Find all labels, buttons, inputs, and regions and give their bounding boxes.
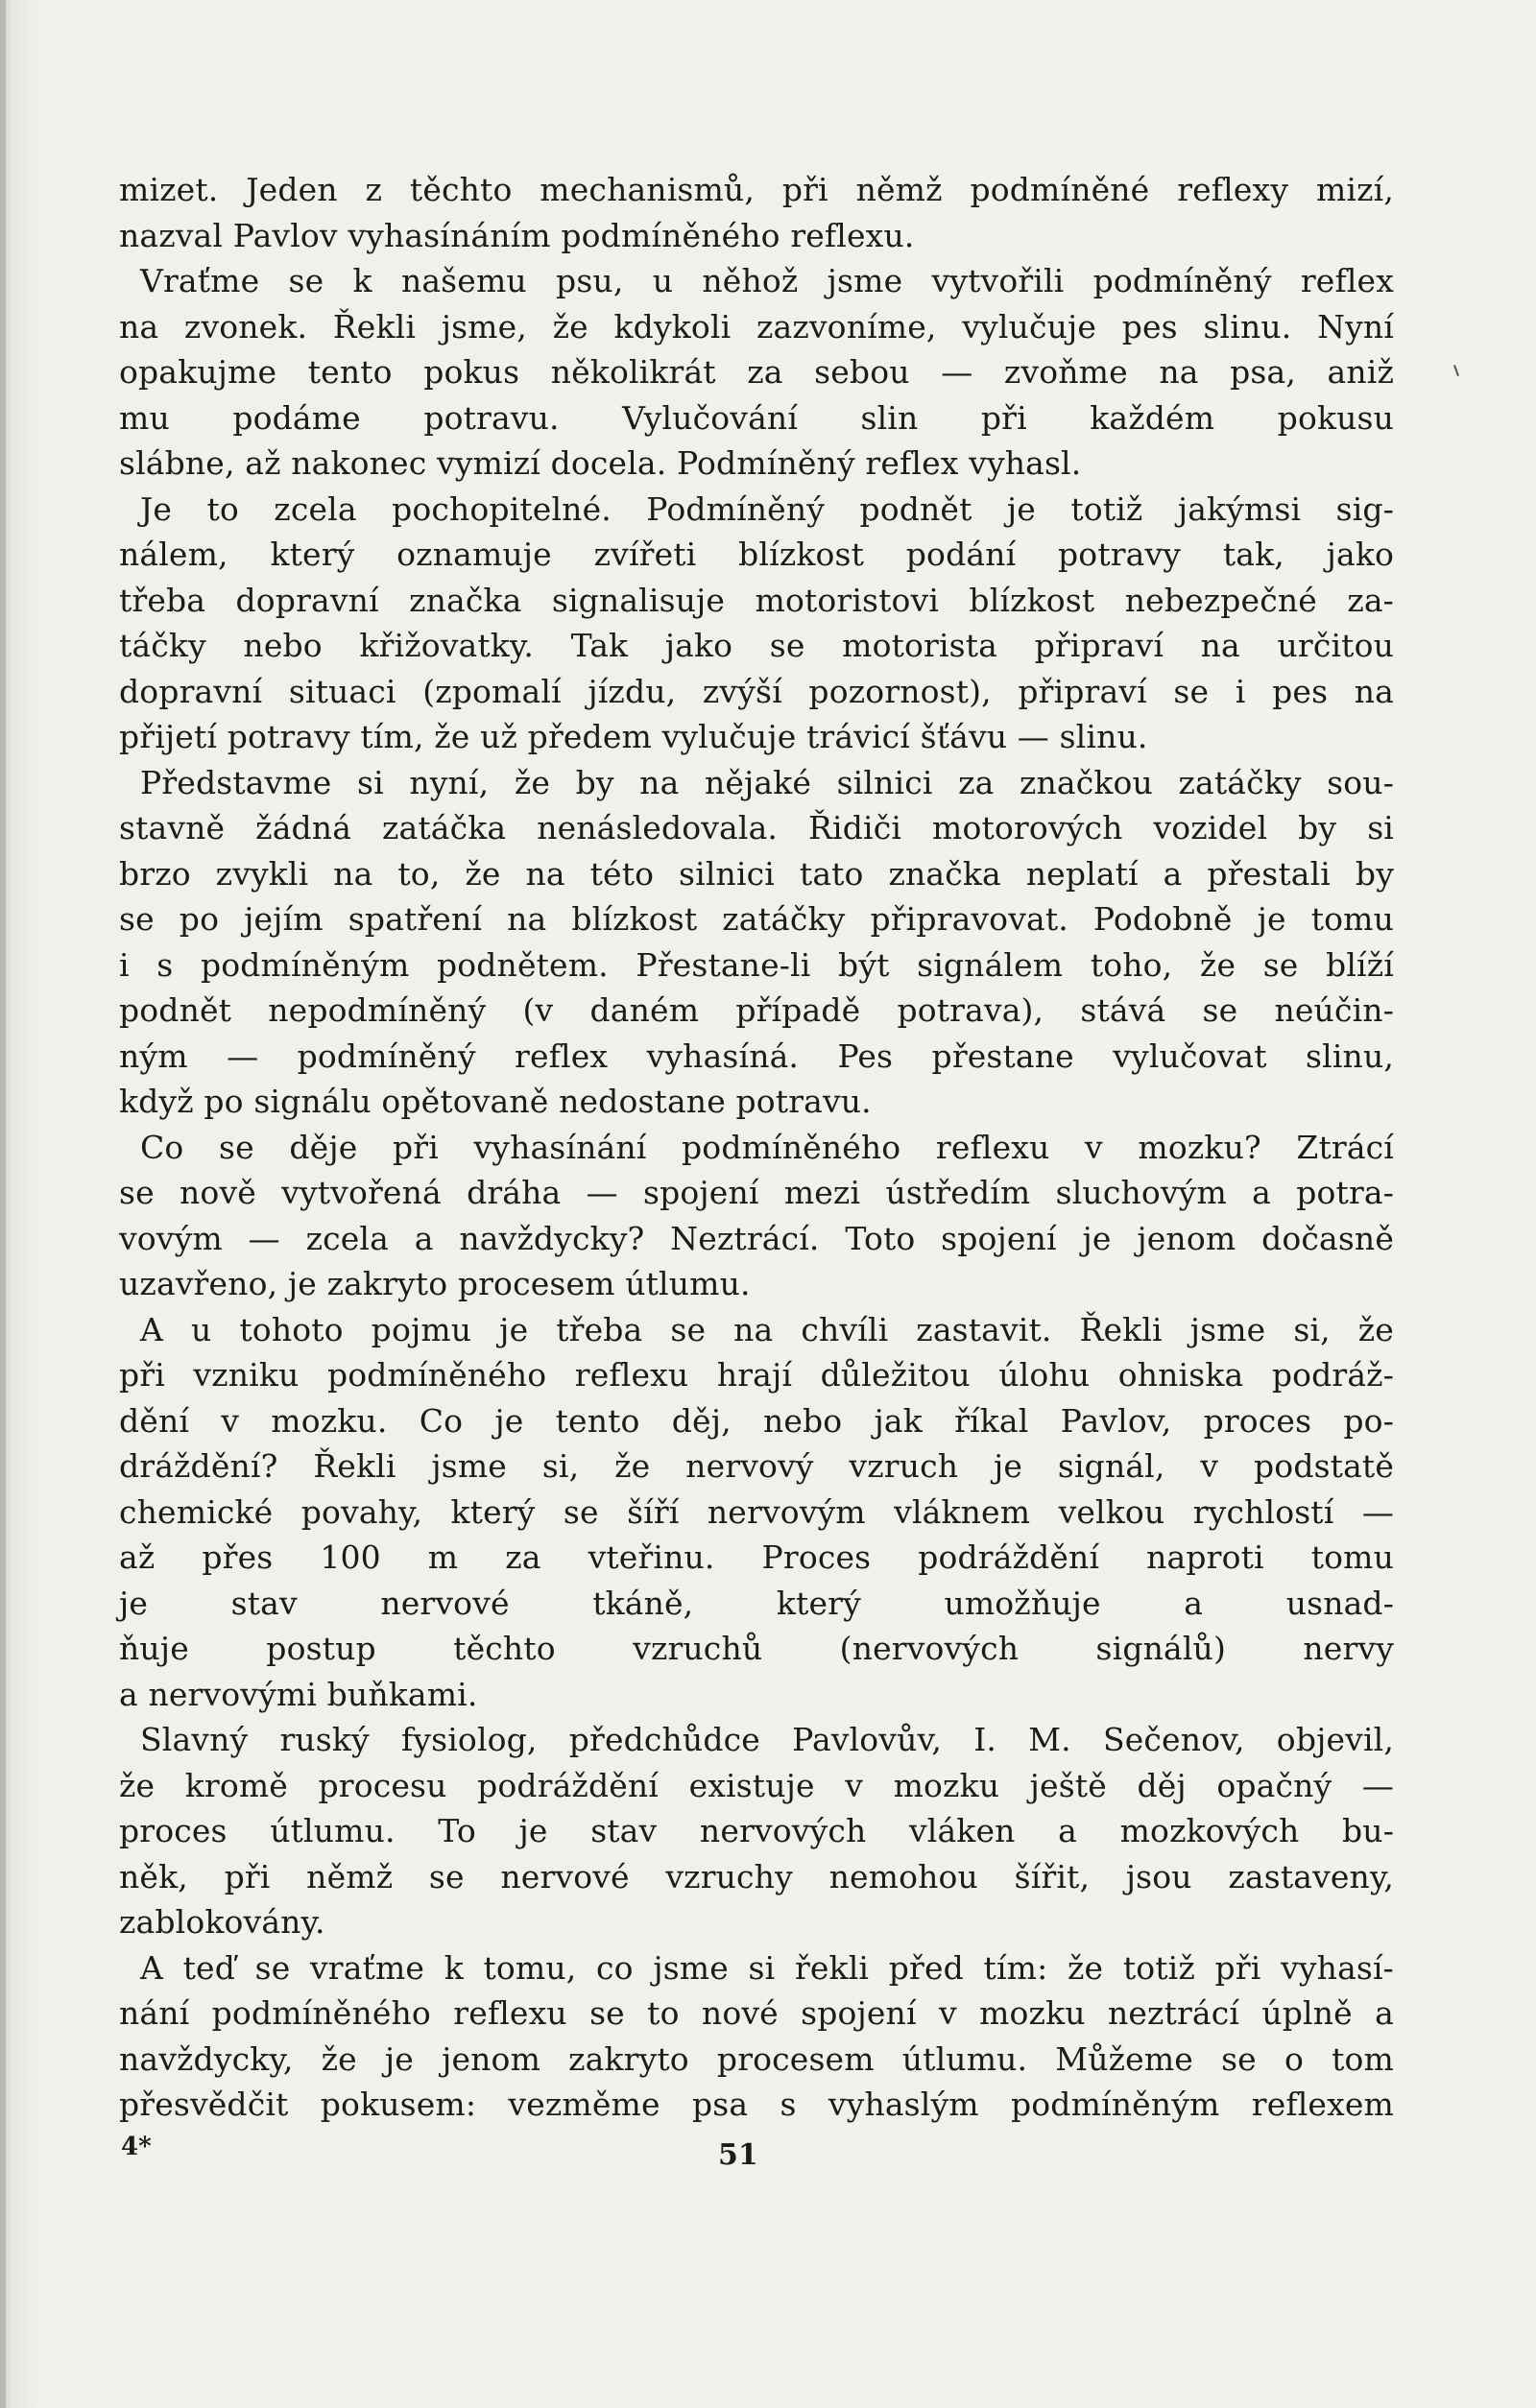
- text-line: a nervovými buňkami.: [119, 1675, 478, 1713]
- text-line: brzo zvykli na to, že na této silnici tato značka neplatí a přestali by: [119, 854, 1394, 893]
- text-line: dráždění? Řekli jsme si, že nervový vzruch je signál, v podstatě: [119, 1447, 1394, 1485]
- page-number: 51: [718, 2138, 758, 2172]
- text-line: proces útlumu. To je stav nervových vláken a mozkových bu-: [119, 1812, 1394, 1849]
- text-line: uzavřeno, je zakryto procesem útlumu.: [119, 1265, 751, 1302]
- body-text: [119, 167, 1394, 2128]
- text-line: Představme si nyní, že by na nějaké silnici za značkou zatáčky sou-: [140, 763, 1394, 801]
- text-line: když po signálu opětovaně nedostane potravu.: [119, 1083, 872, 1120]
- text-line: Slavný ruský fysiolog, předchůdce Pavlovův, I. M. Sečenov, objevil,: [140, 1721, 1394, 1758]
- text-line: že kromě procesu podráždění existuje v mozku ještě děj opačný —: [119, 1766, 1394, 1804]
- text-line: nání podmíněného reflexu se to nové spojení v mozku neztrácí úplně a: [119, 1994, 1394, 2032]
- text-line: navždycky, že je jenom zakryto procesem útlumu. Můžeme se o tom: [119, 2039, 1394, 2078]
- text-line: chemické povahy, který se šíří nervovým vláknem velkou rychlostí —: [119, 1492, 1394, 1531]
- text-line: přesvědčit pokusem: vezměme psa s vyhaslým podmíněným reflexem: [119, 2086, 1394, 2123]
- page-gutter-shadow: [0, 0, 6, 2408]
- text-line: nazval Pavlov vyhasínáním podmíněného reflexu.: [119, 216, 915, 254]
- text-line: se po jejím spatření na blízkost zatáčky připravovat. Podobně je tomu: [119, 900, 1394, 938]
- text-line: opakujme tento pokus několikrát za sebou — zvoňme na psa, aniž: [119, 353, 1394, 391]
- text-line: mizet. Jeden z těchto mechanismů, při němž podmíněné reflexy mizí,: [119, 171, 1394, 208]
- text-line: vovým — zcela a navždycky? Neztrácí. Toto spojení je jenom dočasně: [119, 1219, 1394, 1257]
- text-line: A teď se vraťme k tomu, co jsme si řekli před tím: že totiž při vyhasí-: [140, 1948, 1394, 1987]
- text-line: něk, při němž se nervové vzruchy nemohou šířit, jsou zastaveny,: [119, 1857, 1394, 1895]
- text-line: stavně žádná zatáčka nenásledovala. Řidiči motorových vozidel by si: [119, 809, 1394, 846]
- text-line: dění v mozku. Co je tento děj, nebo jak říkal Pavlov, proces po-: [119, 1401, 1394, 1440]
- text-line: podnět nepodmíněný (v daném případě potrava), stává se neúčin-: [119, 991, 1394, 1029]
- text-line: až přes 100 m za vteřinu. Proces podráždění naproti tomu: [119, 1538, 1394, 1576]
- text-line: ňuje postup těchto vzruchů (nervových signálů) nervy: [119, 1630, 1394, 1667]
- text-line: se nově vytvořená dráha — spojení mezi ústředím sluchovým a potra-: [119, 1174, 1394, 1211]
- signature-mark: 4*: [121, 2133, 152, 2161]
- text-line: je stav nervové tkáně, který umožňuje a usnad-: [119, 1584, 1394, 1622]
- text-line: zablokovány.: [119, 1903, 325, 1941]
- text-line: přijetí potravy tím, že už předem vylučuje trávicí šťávu — slinu.: [119, 718, 1148, 755]
- text-line: na zvonek. Řekli jsme, že kdykoli zazvoníme, vylučuje pes slinu. Nyní: [119, 307, 1394, 346]
- text-line: dopravní situaci (zpomalí jízdu, zvýší pozornost), připraví se i pes na: [119, 672, 1394, 710]
- text-line: slábne, až nakonec vymizí docela. Podmíněný reflex vyhasl.: [119, 444, 1082, 482]
- text-line: mu podáme potravu. Vylučování slin při každém pokusu: [119, 398, 1394, 437]
- text-line: Co se děje při vyhasínání podmíněného reflexu v mozku? Ztrácí: [140, 1128, 1394, 1166]
- text-line: Je to zcela pochopitelné. Podmíněný podnět je totiž jakýmsi sig-: [140, 489, 1394, 528]
- text-line: nálem, který oznamuje zvířeti blízkost podání potravy tak, jako: [119, 536, 1394, 573]
- text-line: při vzniku podmíněného reflexu hrají důležitou úlohu ohniska podráž-: [119, 1356, 1394, 1394]
- text-line: Vraťme se k našemu psu, u něhož jsme vytvořili podmíněný reflex: [140, 262, 1394, 299]
- text-line: ným — podmíněný reflex vyhasíná. Pes přestane vylučovat slinu,: [119, 1037, 1394, 1075]
- text-line: A u tohoto pojmu je třeba se na chvíli zastavit. Řekli jsme si, že: [140, 1310, 1394, 1348]
- text-line: i s podmíněným podnětem. Přestane-li být signálem toho, že se blíží: [119, 945, 1394, 984]
- text-line: třeba dopravní značka signalisuje motoristovi blízkost nebezpečné za-: [119, 581, 1394, 619]
- margin-mark: [1453, 365, 1459, 376]
- text-line: táčky nebo křižovatky. Tak jako se motorista připraví na určitou: [119, 627, 1394, 664]
